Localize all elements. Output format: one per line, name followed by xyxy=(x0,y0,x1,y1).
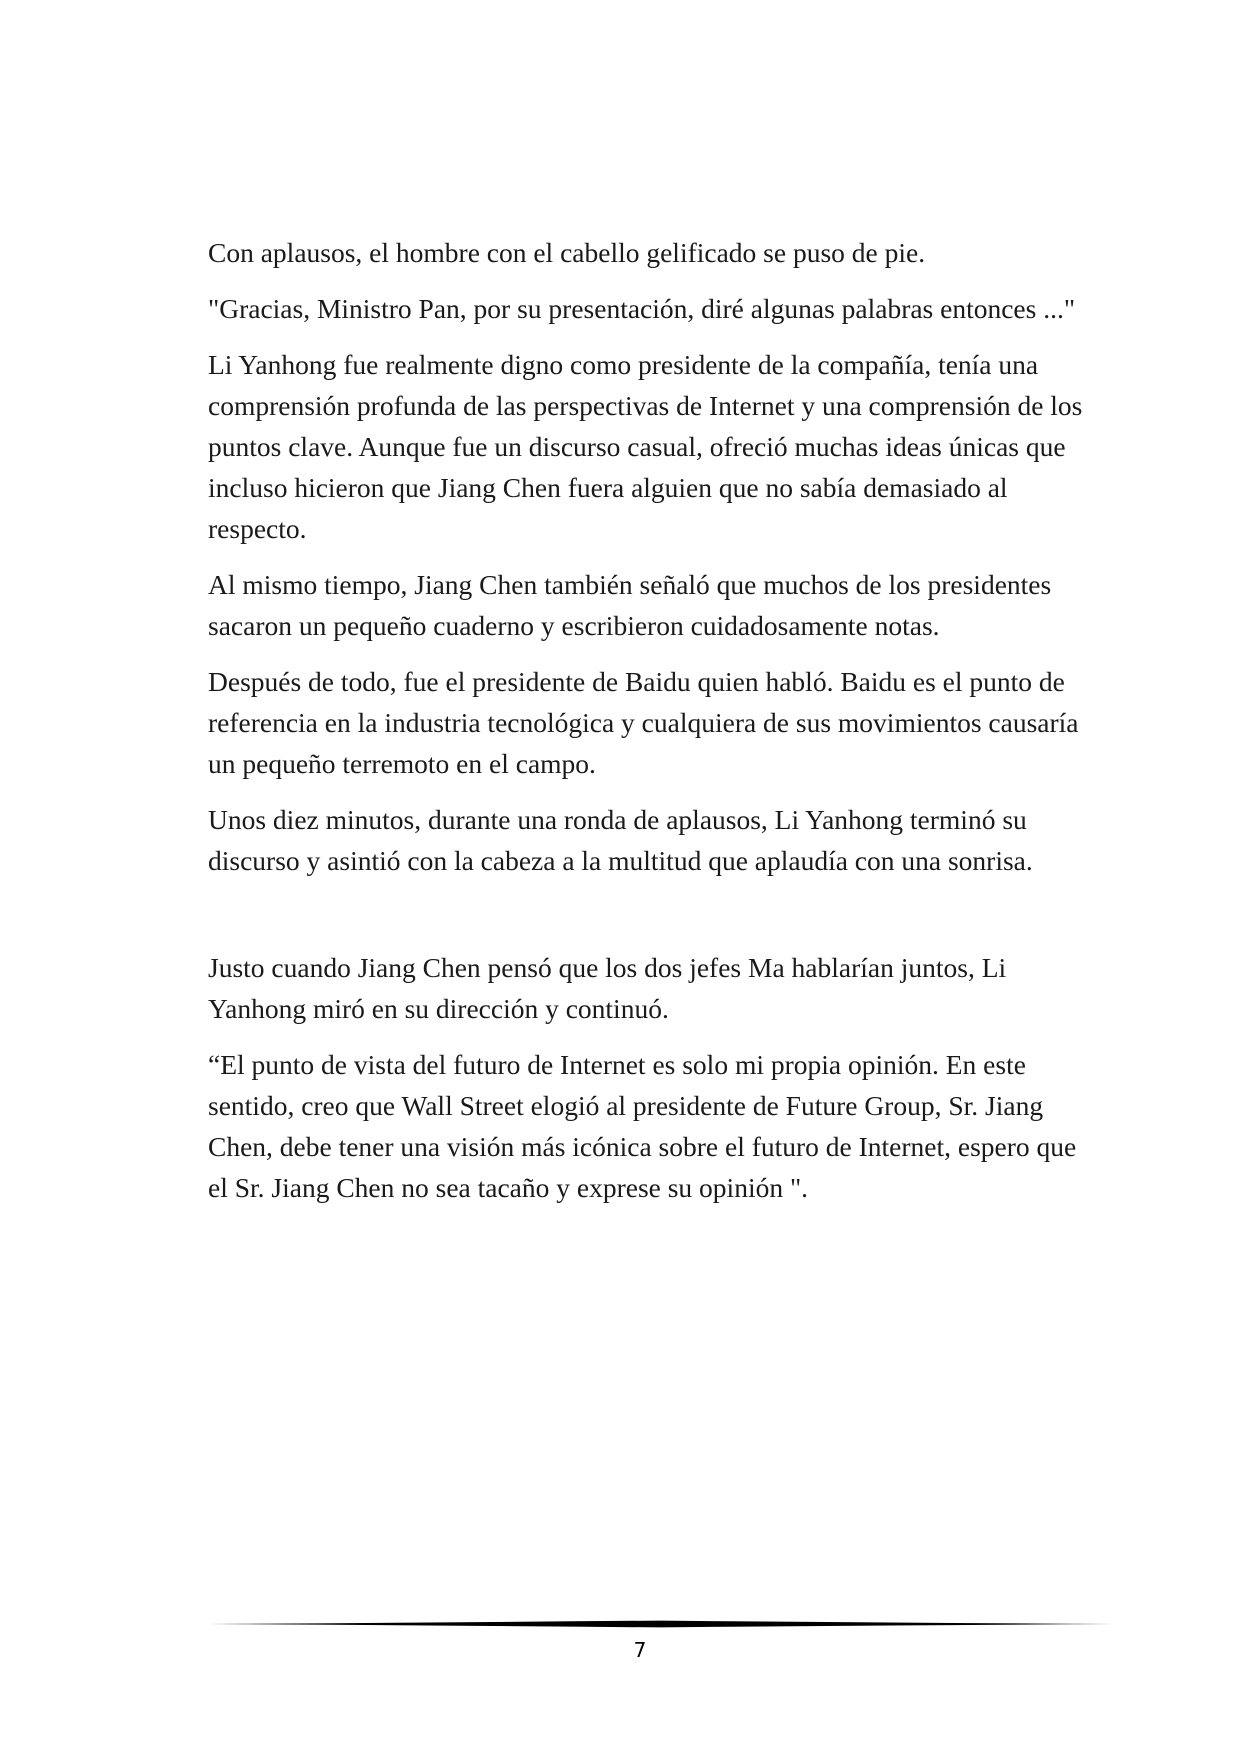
paragraph: Li Yanhong fue realmente digno como presidente de la compañía, tenía una comprensión profunda de las perspectivas de Internet y una comprensión de los puntos clave. Aunque fue un discurso casual, ofreció muchas ideas únicas que incluso hicieron que Jiang Chen fuera alguien que no sabía demasiado al respecto. xyxy=(208,349,1083,544)
body-text xyxy=(208,232,1088,1223)
paragraph: Después de todo, fue el presidente de Baidu quien habló. Baidu es el punto de referencia en la industria tecnológica y cualquiera de sus movimientos causaría un pequeño terremoto en el campo. xyxy=(208,666,1079,779)
page-number: 7 xyxy=(633,1638,647,1662)
paragraph: Unos diez minutos, durante una ronda de aplausos, Li Yanhong terminó su discurso y asintió con la cabeza a la multitud que aplaudía con una sonrisa. xyxy=(208,804,1033,876)
paragraph: “El punto de vista del futuro de Internet es solo mi propia opinión. En este sentido, creo que Wall Street elogió al presidente de Future Group, Sr. Jiang Chen, debe tener una visión más icónica sobre el futuro de Internet, espero que el Sr. Jiang Chen no sea tacaño y exprese su opinión ". xyxy=(208,1049,1077,1203)
footer-divider-line xyxy=(208,1621,1113,1628)
paragraph: "Gracias, Ministro Pan, por su presentación, diré algunas palabras entonces ..." xyxy=(208,293,1076,324)
footer-divider xyxy=(208,1618,1113,1630)
paragraph: Al mismo tiempo, Jiang Chen también señaló que muchos de los presidentes sacaron un pequeño cuaderno y escribieron cuidadosamente notas. xyxy=(208,569,1052,641)
paragraph: Justo cuando Jiang Chen pensó que los dos jefes Ma hablarían juntos, Li Yanhong miró en su dirección y continuó. xyxy=(208,952,1007,1024)
paragraph: Con aplausos, el hombre con el cabello gelificado se puso de pie. xyxy=(208,237,926,268)
